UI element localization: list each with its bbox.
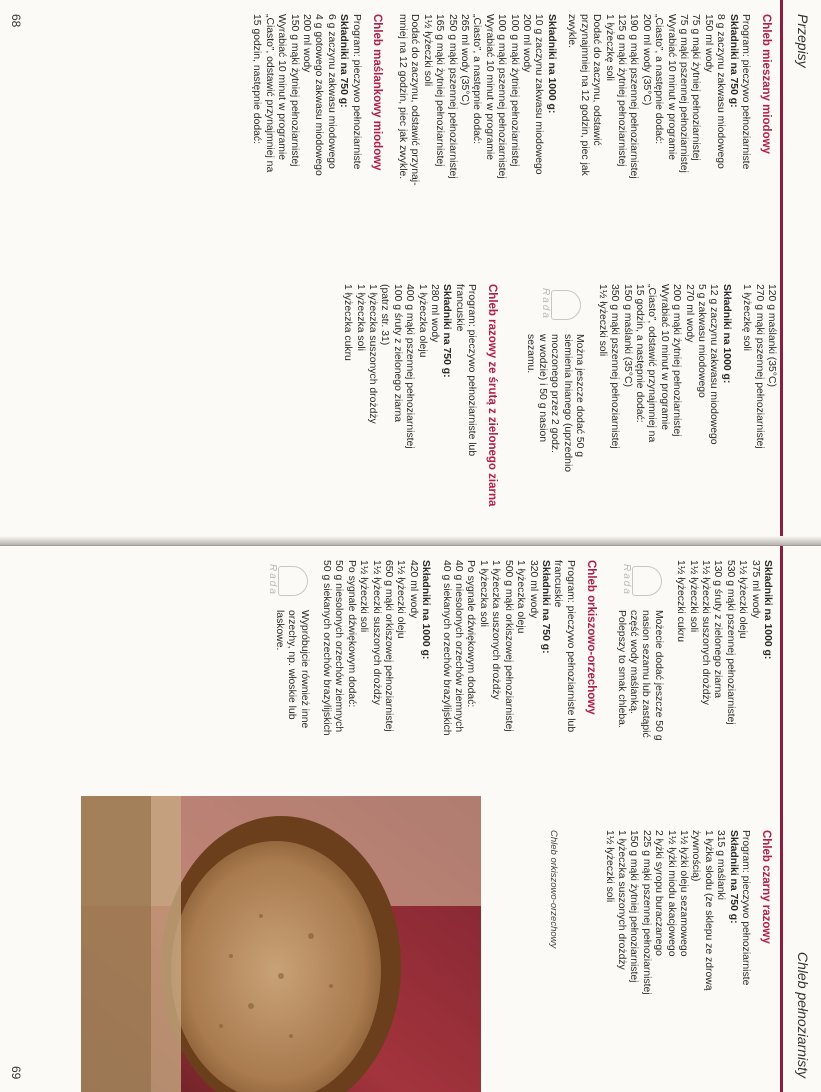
text-line: 1 łyżeczka oleju — [416, 284, 428, 358]
wheat-icon: Rada — [618, 560, 662, 600]
text-line: 530 g mąki pszennej pełnoziarnistej — [724, 560, 736, 725]
text-line: 1½ łyżeczki soli — [603, 830, 615, 903]
text-line: 120 g maślanki (35°C) — [766, 284, 777, 387]
text-line: Polepszy to smak chleba. — [615, 610, 627, 728]
text-line: 75 g mąki żytniej pełnoziarnistej — [690, 14, 702, 161]
text-line: Program: pieczywo pełnoziarniste — [740, 14, 751, 170]
text-line: Składniki na 1000 g: — [720, 284, 732, 384]
text-line: Składniki na 1000 g: — [762, 560, 773, 660]
text-line: 1½ łyżeczki suszonych drożdży — [699, 560, 711, 705]
text-line: 1½ łyżeczki soli — [358, 560, 370, 633]
text-line: 10 g zaczynu zakwasu miodowego — [533, 14, 545, 175]
text-line: Dodać do zaczynu, odstawić przynaj- — [409, 14, 421, 186]
text-line: 1 łyżeczka soli — [354, 284, 366, 351]
text-line: laskowe. — [273, 610, 285, 651]
text-line: 1½ łyżeczki oleju — [395, 560, 407, 639]
text-line: 15 godzin, a następnie dodać: — [633, 284, 645, 423]
tip-text — [272, 610, 309, 810]
header-rule — [780, 0, 783, 546]
text-line: 1 łyżeczka suszonych drożdży — [367, 284, 379, 424]
tip-box — [503, 284, 585, 534]
text-line: Wyrabiać 10 minut w programie — [665, 14, 677, 161]
page-number: 69 — [9, 1066, 23, 1080]
recipe-title: Chleb razowy ze śrutą z zielonego ziarna — [486, 284, 499, 507]
text-line: Po sygnale dźwiękowym dodać: — [465, 560, 477, 708]
text-line: „Ciasto”, a następnie dodać: — [653, 14, 665, 144]
bread-image — [81, 796, 481, 1092]
text-line: 100 g mąki pszennej pełnoziarnistej — [496, 14, 508, 179]
text-line: 5 g zakwasu miodowego — [695, 284, 707, 398]
text-line: 280 ml wody — [429, 284, 441, 343]
wheat-icon: Rada — [264, 560, 308, 600]
text-line: 6 g zaczynu zakwasu miodowego — [325, 14, 337, 169]
text-line: 75 g mąki pszennej pełnoziarnistej — [677, 14, 689, 173]
text-line: 375 ml wody — [749, 560, 761, 619]
tip-text — [614, 610, 664, 810]
page-69-content — [0, 546, 821, 1092]
text-line: 150 g mąki żytniej pełnoziarnistej — [628, 830, 640, 983]
text-line: Wyrabiać 10 minut w programie — [276, 14, 288, 161]
text-line: 400 g mąki pszennej pełnoziarnistej — [404, 284, 416, 449]
recipe-lines — [250, 14, 362, 264]
column-2 — [602, 830, 777, 1080]
text-line: 1½ łyżeczki soli — [421, 14, 433, 87]
text-line: 200 ml wody — [301, 14, 312, 73]
text-line: Możecie dodać jeszcze 50 g — [652, 610, 664, 741]
bread-photo — [81, 796, 481, 1092]
text-line: 270 g mąki pszennej pełnoziarnistej — [753, 284, 765, 449]
recipe-title: Chleb czarny razowy — [760, 830, 772, 944]
recipe-lines — [674, 560, 773, 810]
recipe-title: Chleb orkiszowo-orzechowy — [584, 560, 597, 715]
text-line: 315 g maślanki — [715, 830, 727, 900]
text-line: 265 ml wody (35°C) — [459, 14, 471, 106]
text-line: 1 łyżeczka soli — [477, 560, 489, 627]
wheat-icon: Rada — [537, 284, 581, 324]
text-line: żywnością) — [690, 830, 702, 882]
text-line: 1½ łyżeczki soli — [687, 560, 699, 633]
text-line: Można jeszcze dodać 50 g — [574, 334, 586, 458]
text-line: Składniki na 750 g: — [338, 14, 350, 108]
recipe-title: Chleb maślankowy miodowy — [370, 14, 383, 171]
text-line: 12 g zaczynu zakwasu miodowego — [708, 284, 720, 445]
text-line: Dodać do zaczynu, odstawić — [591, 14, 603, 146]
text-line: Wypróbujcie również inne — [298, 610, 310, 729]
text-line: moczonego przez 2 godz. — [549, 334, 561, 453]
text-line: Składniki na 750 g: — [727, 830, 739, 924]
text-line: część wody maślanką. — [627, 610, 639, 714]
text-line: 150 g mąki żytniej pełnoziarnistej — [288, 14, 300, 167]
text-line: 130 g śruty z zielonego ziarna — [712, 560, 724, 699]
running-header: Przepisy — [795, 14, 811, 68]
text-line: 1 łyżeczka suszonych drożdży — [490, 560, 502, 700]
recipe-lines — [341, 284, 477, 534]
text-line: 1½ łyżeczki suszonych drożdży — [370, 560, 382, 705]
text-line — [732, 284, 740, 534]
text-line: Program: pieczywo pełnoziarniste — [740, 830, 751, 986]
text-line: Program: pieczywo pełnoziarniste — [350, 14, 362, 170]
text-line: 150 ml wody — [702, 14, 714, 73]
tip-box — [260, 560, 310, 810]
text-line: francuskie — [552, 560, 564, 608]
text-line: 40 g siekanych orzechów brazylijskich — [440, 560, 452, 736]
text-line: 50 g niesolonych orzechów ziemnych — [333, 560, 345, 733]
text-line: 15 godzin, następnie dodać: — [251, 14, 263, 144]
text-line: (patrz str. 31) — [379, 284, 391, 346]
photo-caption: Chleb orkiszowo-orzechowy — [548, 830, 559, 949]
page-69 — [0, 546, 821, 1092]
text-line: 200 g mąki żytniej pełnoziarnistej — [671, 284, 683, 437]
text-line: Składniki na 1000 g: — [545, 14, 557, 114]
text-line: nasion sezamu lub zastąpić — [640, 610, 652, 738]
text-line: mniej na 12 godzin, piec jak zwykle. — [397, 14, 409, 180]
text-line: 165 g mąki żytniej pełnoziarnistej — [434, 14, 446, 167]
text-line: „Ciasto”, a następnie dodać: — [471, 14, 483, 144]
recipe-lines — [320, 560, 576, 810]
text-line: 150 g maślanki (35°C) — [621, 284, 633, 387]
text-line: Składniki na 750 g: — [539, 560, 551, 654]
text-line: 650 g mąki orkiszowej pełnoziarnistej — [383, 560, 395, 732]
text-line: 1 łyżeczka oleju — [515, 560, 527, 634]
text-line: francuskie — [453, 284, 465, 332]
text-line: przynajmniej na 12 godzin, piec jak — [578, 14, 590, 176]
recipe-title: Chleb mieszany miodowy — [760, 14, 772, 154]
text-line: Wyrabiać 10 minut w programie — [483, 14, 495, 161]
text-line: 1½ łyżeczki oleju — [737, 560, 749, 639]
running-header: Chleb pełnoziarnisty — [795, 951, 811, 1078]
header-rule — [780, 546, 783, 1092]
text-line: 1½ łyżeczki cukru — [675, 560, 687, 642]
text-line — [431, 560, 439, 810]
text-line: 225 g mąki pszennej pełnoziarnistej — [640, 830, 652, 995]
text-line: 40 g niesolonych orzechów ziemnych — [453, 560, 465, 733]
text-line: 1 łyżeczkę soli — [603, 14, 615, 81]
text-line — [557, 14, 565, 264]
text-line: 500 g mąki orkiszowej pełnoziarnistej — [502, 560, 514, 732]
text-line: 1 łyżeczkę soli — [741, 284, 753, 351]
recipe-lines — [602, 830, 751, 1080]
text-line: 8 g zaczynu zakwasu miodowego — [715, 14, 727, 169]
text-line: Składniki na 750 g: — [727, 14, 739, 108]
text-line: Program: pieczywo pełnoziarniste lub — [466, 284, 478, 457]
text-line: 1 łyżeczka cukru — [342, 284, 354, 361]
text-line: „Ciasto”, odstawić przynajmniej na — [263, 14, 275, 173]
text-line: w wodzie) i 50 g nasion — [537, 334, 549, 443]
recipe-lines — [396, 14, 751, 264]
text-line: 4 g gotowego zakwasu miodowego — [313, 14, 325, 176]
text-line: 350 g mąki pszennej pełnoziarnistej — [609, 284, 621, 449]
text-line: 1 łyżka słodu (ze sklepu ze zdrową — [702, 830, 714, 991]
text-line: 270 ml wody — [683, 284, 695, 343]
text-line: 420 ml wody — [407, 560, 419, 619]
text-line: 250 g mąki pszennej pełnoziarnistej — [446, 14, 458, 179]
text-line: Program: pieczywo pełnoziarniste lub — [564, 560, 576, 733]
text-line: orzechy, np. włoskie lub — [286, 610, 298, 720]
column-1 — [250, 14, 777, 264]
text-line: zwykle. — [566, 14, 578, 49]
text-line: Wyrabiać 10 minut w programie — [658, 284, 670, 431]
column-2 — [341, 284, 777, 534]
text-line: Składniki na 1000 g: — [420, 560, 432, 660]
text-line: 320 ml wody — [527, 560, 539, 619]
text-line: 1½ łyżki miodu akacjowego — [665, 830, 677, 957]
text-line: siemienia lnianego (uprzednio — [561, 334, 573, 473]
tip-box — [602, 560, 664, 810]
text-line: „Ciasto”, odstawić przynajmniej na — [646, 284, 658, 443]
text-line: 125 g mąki żytniej pełnoziarnistej — [615, 14, 627, 167]
text-line: 200 ml wody (35°C) — [640, 14, 652, 106]
recipe-lines — [595, 284, 777, 534]
text-line: 1½ łyżki oleju sezamowego — [677, 830, 689, 957]
text-line: Po sygnale dźwiękowym dodać: — [345, 560, 357, 708]
text-line: 1 łyżeczka suszonych drożdży — [615, 830, 627, 970]
text-line: 50 g siekanych orzechów brazylijskich — [321, 560, 333, 736]
text-line: sezamu. — [524, 334, 536, 374]
column-1 — [260, 560, 773, 810]
text-line: 190 g mąki pszennej pełnoziarnistej — [628, 14, 640, 179]
text-line: 200 ml wody — [521, 14, 533, 73]
page-number: 68 — [9, 14, 23, 28]
text-line: Składniki na 750 g: — [441, 284, 453, 378]
text-line: 2 łyżki syropu buraczanego — [653, 830, 665, 956]
text-line: 1½ łyżeczki soli — [596, 284, 608, 357]
text-line: 100 g śruty z zielonego ziarna — [391, 284, 403, 423]
tip-text — [523, 334, 585, 534]
text-line: 100 g mąki żytniej pełnoziarnistej — [508, 14, 520, 167]
